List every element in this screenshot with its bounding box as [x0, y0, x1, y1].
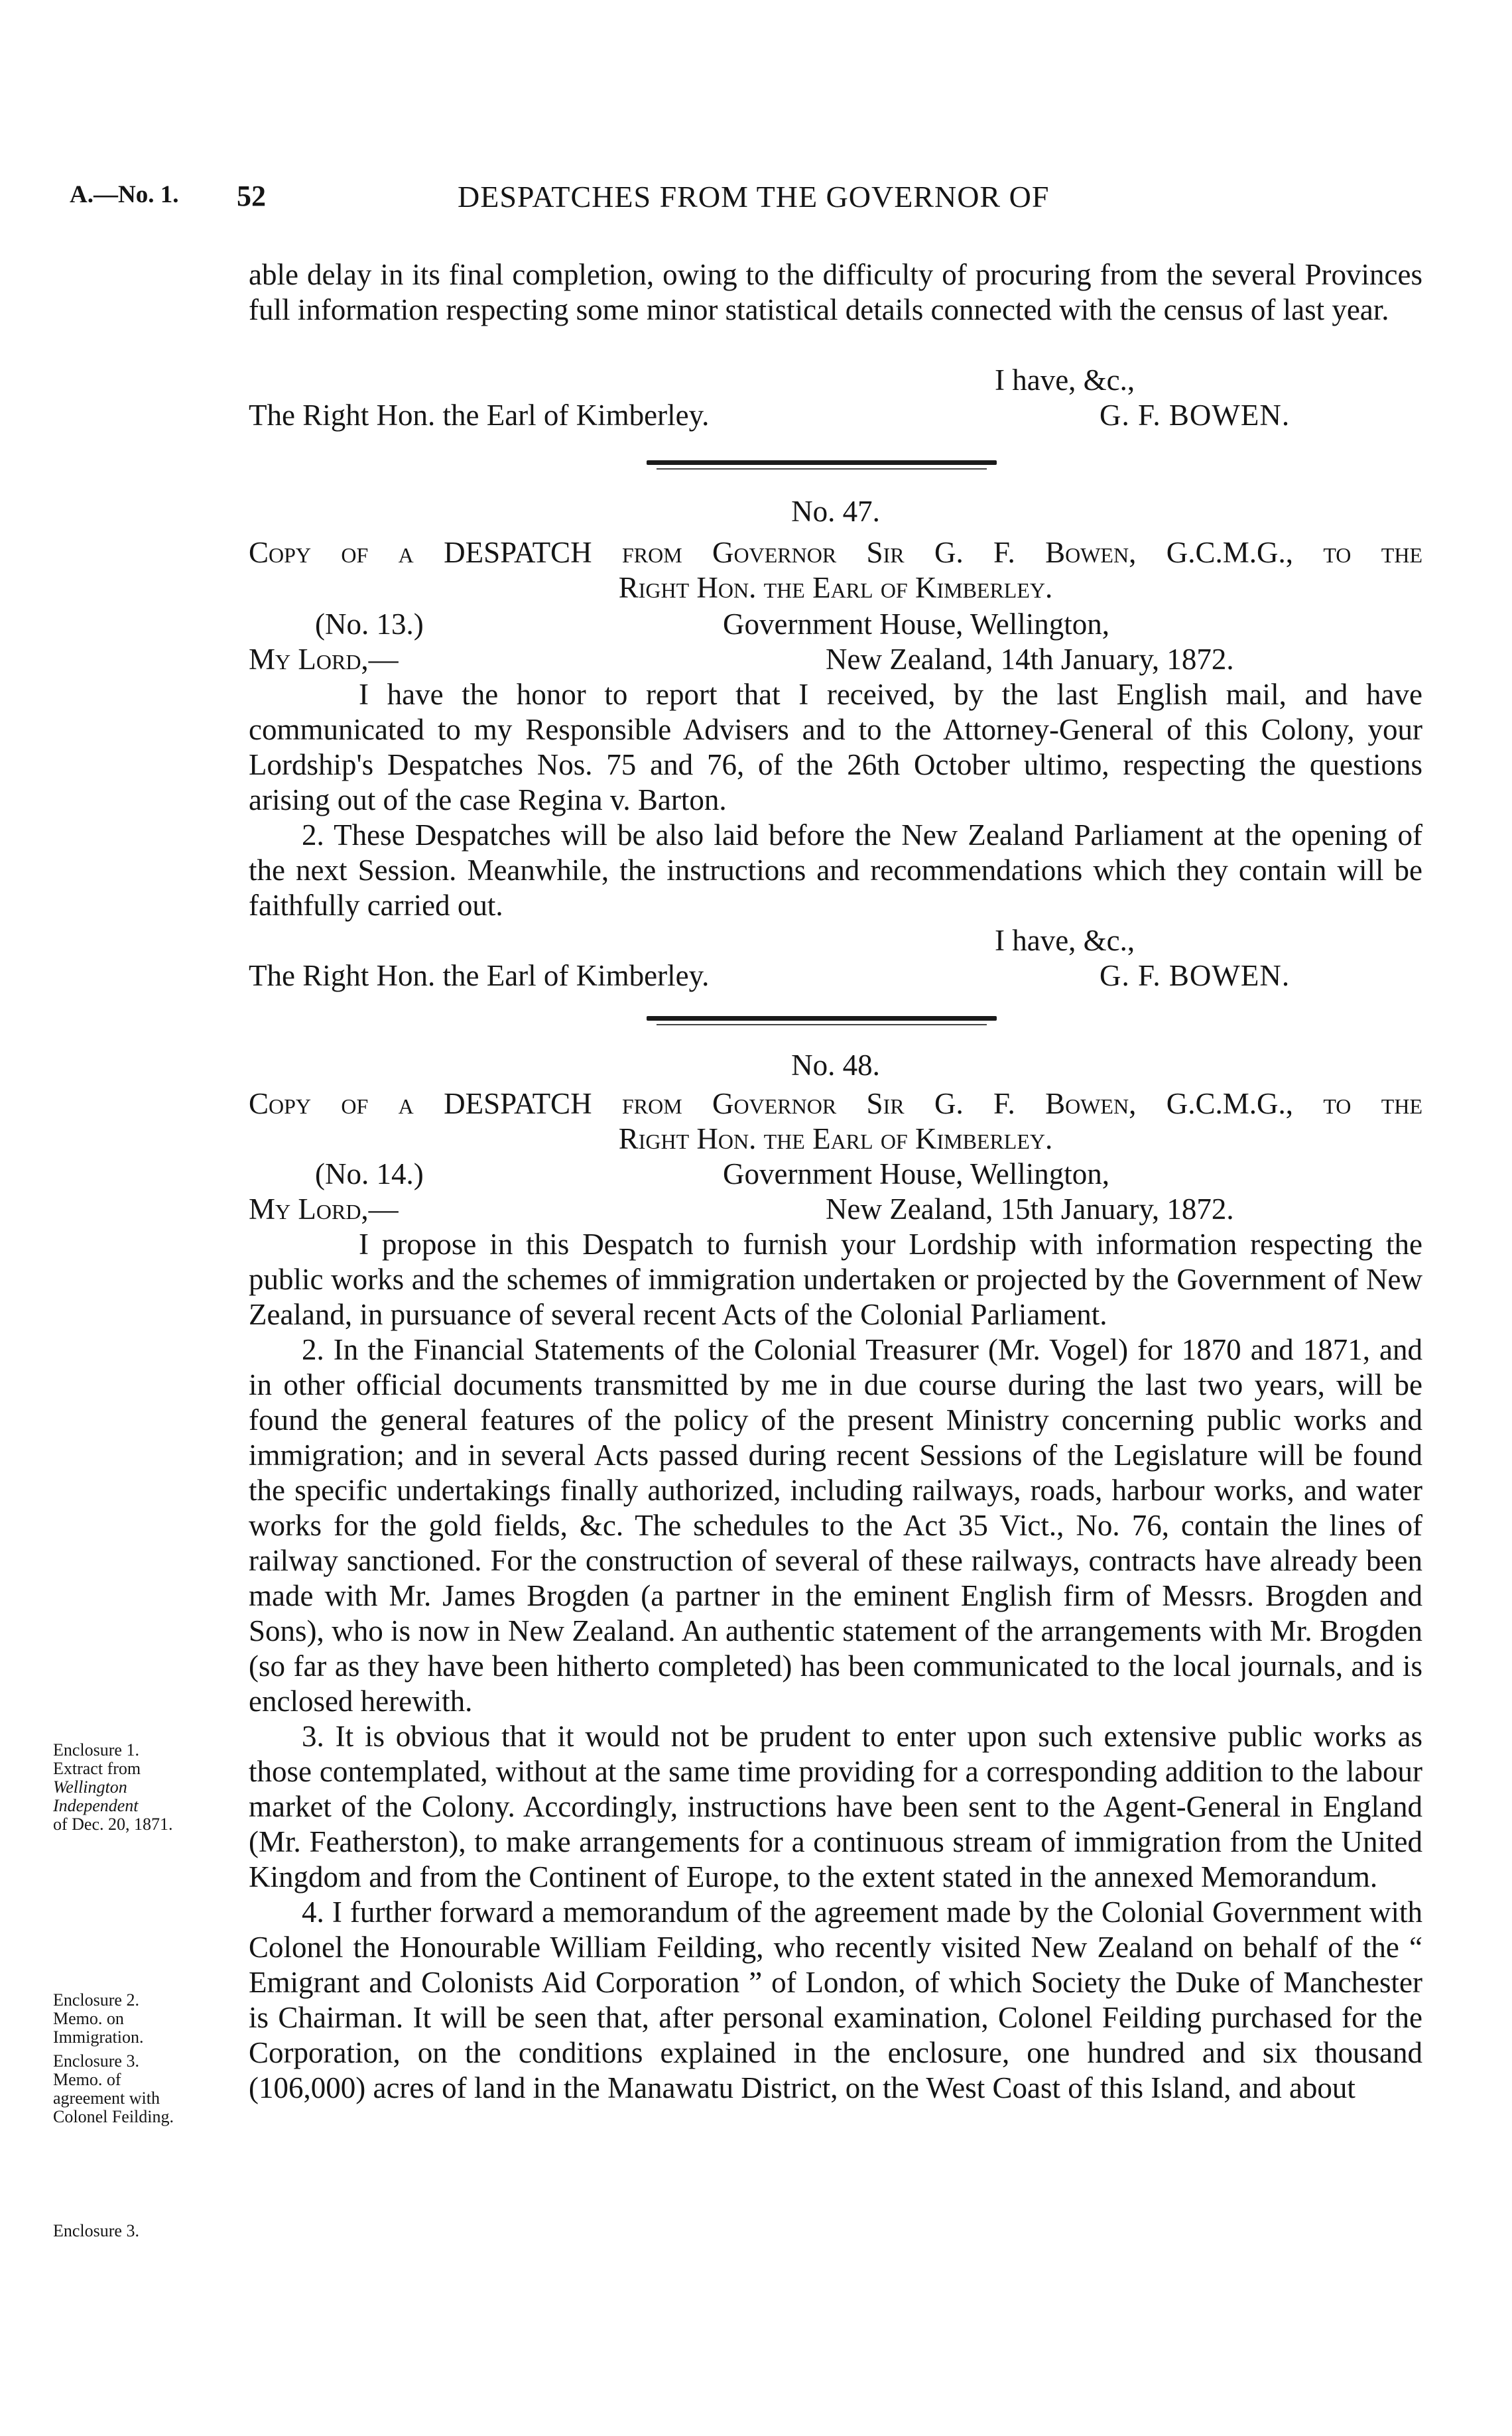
margin-note-enclosure-1: Enclosure 1. Extract from Wellington Independent of Dec. 20, 1871.	[53, 1740, 173, 1834]
header-ref: A.—No. 1.	[70, 181, 179, 208]
despatch-house: Government House, Wellington,	[723, 608, 1109, 641]
closing: I have, &c.,	[995, 924, 1135, 957]
closing: I have, &c.,	[995, 363, 1135, 397]
despatch-number: No. 48.	[791, 1049, 880, 1082]
despatch-body	[249, 1227, 1422, 2106]
paragraph: 2. These Despatches will be also laid before the New Zealand Parliament at the opening of the next Session. Meanwhile, the instructions and recommendations which they contain will be faithfully carried out.	[249, 818, 1422, 922]
addressee: The Right Hon. the Earl of Kimberley.	[249, 959, 710, 992]
despatch-signoff	[249, 923, 1422, 994]
despatch-house: Government House, Wellington,	[723, 1157, 1109, 1190]
page-number: 52	[237, 180, 266, 212]
despatch-date: New Zealand, 15th January, 1872.	[826, 1192, 1234, 1226]
paragraph: 3. It is obvious that it would not be prudent to enter upon such extensive public works as those contemplated, without at the same time providing for a corresponding addition to the labour market of the Colony. Accordingly, instructions have been sent to the Agent-General in England (Mr. Featherston), to make arrangements for a continuous stream of immigration from the United Kingdom and from the Continent of Europe, to the extent stated in the annexed Memorandum.	[249, 1720, 1422, 1893]
paragraph: 4. I further forward a memorandum of the agreement made by the Colonial Government with Colonel the Honourable William Feilding, who recently visited New Zealand on behalf of the “ Emigrant and Colonists Aid Corporation ” of London, of which Society the Duke of Manchester is Chairman. It will be seen that, after personal examination, Colonel Feilding purchased for the Corporation, on the conditions explained in the enclosure, one hundred and six thousand (106,000) acres of land in the Manawatu District, on the West Coast of this Island, and about	[249, 1895, 1422, 2104]
despatch-title-line2: Right Hon. the Earl of Kimberley.	[618, 1122, 1053, 1155]
paragraph: 2. In the Financial Statements of the Colonial Treasurer (Mr. Vogel) for 1870 and 1871, and in other official documents transmitted by me in due course during the last two years, will be found the general features of the policy of the present Ministry concerning public works and immigration; and in several Acts passed during recent Sessions of the Legislature will be found the specific undertakings finally authorized, including railways, roads, harbour works, and water works for the gold fields, &c. The schedules to the Act 35 Vict., No. 76, contain the lines of railway sanctioned. For the construction of several of these railways, contracts have already been made with Mr. James Brogden (a partner in the eminent English firm of Messrs. Brogden and Sons), who is now in New Zealand. An authentic statement of the arrangements with Mr. Brogden (so far as they have been hitherto completed) has been communicated to the local journals, and is enclosed herewith.	[249, 1333, 1422, 1718]
despatch-title-line1: Copy of a DESPATCH from Governor Sir G. F. Bowen, G.C.M.G., to the	[249, 536, 1422, 569]
signature: G. F. BOWEN.	[1100, 399, 1291, 432]
despatch-number: No. 47.	[791, 495, 880, 528]
despatch-title-line1: Copy of a DESPATCH from Governor Sir G. F. Bowen, G.C.M.G., to the	[249, 1087, 1422, 1120]
despatch-ref: (No. 14.)	[315, 1157, 424, 1190]
paragraph: I propose in this Despatch to furnish your Lordship with information respecting the public works and the schemes of immigration undertaken or projected by the Government of New Zealand, in pursuance of several recent Acts of the Colonial Parliament.	[249, 1228, 1422, 1331]
despatch-title-line2: Right Hon. the Earl of Kimberley.	[618, 571, 1053, 604]
despatch-dateline	[249, 607, 1422, 677]
paragraph: I have the honor to report that I received, by the last English mail, and have communicated to my Responsible Advisers and to the Attorney-General of this Colony, your Lordship's Despatches Nos. 75 and 76, of the 26th October ultimo, respecting the questions arising out of the case Regina v. Barton.	[249, 678, 1422, 816]
margin-note-enclosure-2: Enclosure 2. Memo. on Immigration.	[53, 1990, 144, 2047]
header-title: DESPATCHES FROM THE GOVERNOR OF	[458, 180, 1050, 214]
margin-note-enclosure-3b: Enclosure 3.	[53, 2221, 139, 2240]
despatch-ref: (No. 13.)	[315, 608, 424, 641]
section-divider-underline	[657, 468, 987, 470]
section-divider	[647, 1016, 997, 1021]
salutation: My Lord,—	[249, 1192, 399, 1226]
margin-note-enclosure-3: Enclosure 3. Memo. of agreement with Colonel Feilding.	[53, 2051, 174, 2126]
salutation: My Lord,—	[249, 643, 399, 676]
despatch-dateline	[249, 1157, 1422, 1227]
opening-paragraph: able delay in its final completion, owing to the difficulty of procuring from the several Provinces full information respecting some minor statistical details connected with the census of last year.	[249, 258, 1422, 326]
section-divider	[647, 460, 997, 465]
despatch-date: New Zealand, 14th January, 1872.	[826, 643, 1234, 676]
signature: G. F. BOWEN.	[1100, 959, 1291, 992]
section-divider-underline	[657, 1024, 987, 1025]
addressee: The Right Hon. the Earl of Kimberley.	[249, 399, 710, 432]
page-header	[0, 180, 1512, 220]
despatch-body	[249, 677, 1422, 923]
opening-signoff	[249, 363, 1422, 433]
